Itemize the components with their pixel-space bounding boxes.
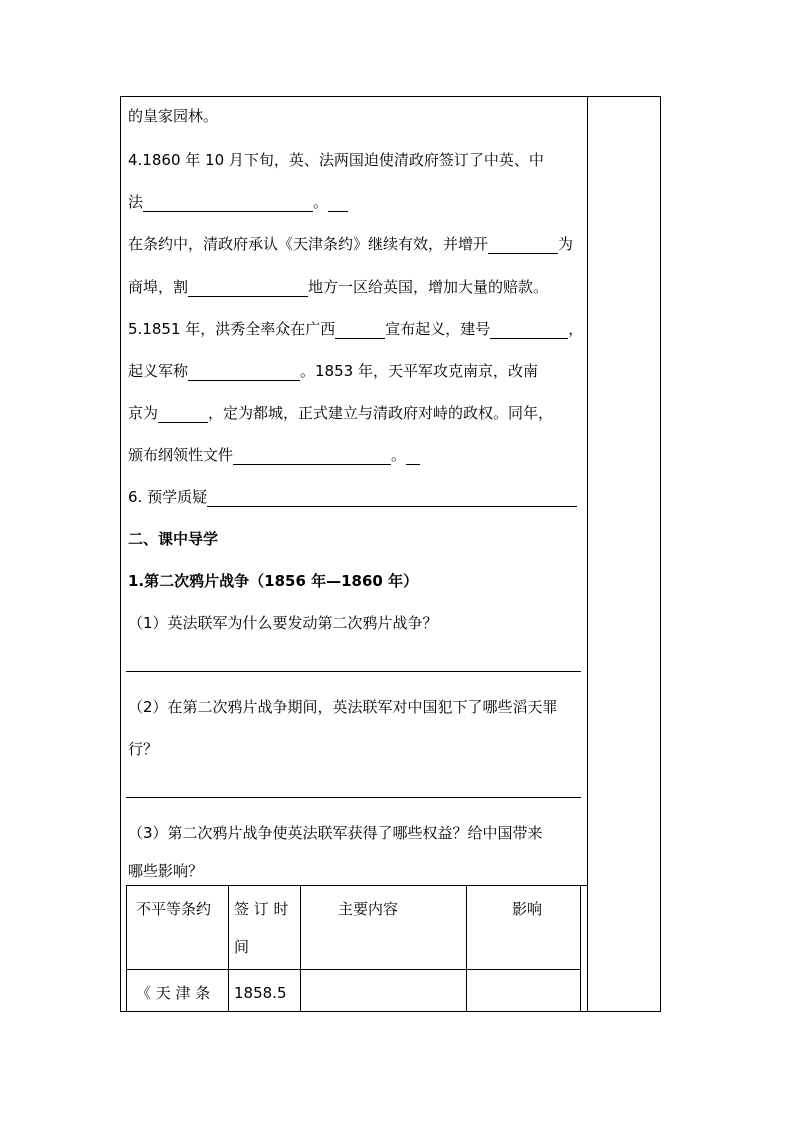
cell-treaty-name: 《 天 津 条 bbox=[136, 984, 211, 1002]
table-border bbox=[228, 885, 229, 1012]
question-3 bbox=[128, 823, 543, 843]
text: 法 bbox=[128, 193, 144, 211]
text-line-1 bbox=[128, 106, 218, 126]
text-line-6 bbox=[128, 319, 583, 339]
fill-blank[interactable] bbox=[207, 490, 577, 507]
header-date-cont: 间 bbox=[234, 938, 250, 956]
cell-impact-input[interactable] bbox=[468, 971, 578, 1009]
text: （1）英法联军为什么要发动第二次鸦片战争？ bbox=[128, 614, 438, 632]
question-2 bbox=[128, 697, 558, 717]
text: 。 bbox=[391, 446, 407, 464]
underline-tail bbox=[328, 195, 348, 212]
answer-line[interactable] bbox=[126, 671, 581, 672]
text: 的皇家园林。 bbox=[128, 107, 219, 125]
header-impact: 影响 bbox=[512, 900, 543, 918]
header-treaty: 不平等条约 bbox=[136, 900, 212, 918]
fill-blank[interactable] bbox=[188, 364, 300, 381]
fill-blank[interactable] bbox=[188, 280, 308, 297]
text: 宣布起义，建号 bbox=[385, 320, 491, 338]
fill-blank[interactable] bbox=[335, 322, 385, 339]
text: 地方一区给英国，增加大量的赔款。 bbox=[308, 278, 549, 296]
text: 6. 预学质疑 bbox=[128, 488, 208, 506]
text: （2）在第二次鸦片战争期间，英法联军对中国犯下了哪些滔天罪 bbox=[128, 698, 558, 716]
text-line-10 bbox=[128, 487, 577, 507]
table-border bbox=[580, 885, 581, 1012]
table-border bbox=[126, 969, 580, 970]
question-3-cont bbox=[128, 861, 203, 881]
section-heading bbox=[128, 529, 218, 549]
question-1 bbox=[128, 613, 438, 633]
table-border bbox=[466, 885, 467, 1012]
text-line-4 bbox=[128, 234, 573, 254]
text: 行？ bbox=[128, 740, 159, 758]
fill-blank[interactable] bbox=[490, 322, 568, 339]
table-border bbox=[126, 885, 587, 886]
text: ，定为都城，正式建立与清政府对峙的政权。同年， bbox=[208, 404, 554, 422]
fill-blank[interactable] bbox=[233, 448, 391, 465]
header-date: 签 订 时 bbox=[234, 900, 289, 918]
right-column-divider bbox=[587, 96, 588, 1012]
text: 在条约中，清政府承认《天津条约》继续有效，并增开 bbox=[128, 235, 489, 253]
text-line-9 bbox=[128, 445, 420, 465]
question-2-cont bbox=[128, 739, 158, 759]
subsection-heading bbox=[128, 571, 418, 591]
fill-blank[interactable] bbox=[488, 237, 558, 254]
header-content: 主要内容 bbox=[338, 900, 399, 918]
text: 。1853 年，天平军攻克南京，改南 bbox=[300, 362, 538, 380]
text-line-5 bbox=[128, 277, 548, 297]
table-border bbox=[126, 885, 127, 1012]
text: 京为 bbox=[128, 404, 159, 422]
text: ， bbox=[568, 320, 584, 338]
text: 。 bbox=[313, 193, 329, 211]
fill-blank[interactable] bbox=[158, 406, 208, 423]
cell-treaty-date: 1858.5 bbox=[234, 984, 287, 1002]
text: 5.1851 年，洪秀全率众在广西 bbox=[128, 320, 336, 338]
text-line-3 bbox=[128, 192, 348, 212]
heading-text: 二、课中导学 bbox=[128, 530, 219, 548]
text: 为 bbox=[558, 235, 574, 253]
text-line-7 bbox=[128, 361, 538, 381]
text: 颁布纲领性文件 bbox=[128, 446, 234, 464]
text: 起义军称 bbox=[128, 362, 189, 380]
table-border bbox=[300, 885, 301, 1012]
fill-blank[interactable] bbox=[143, 195, 313, 212]
answer-line[interactable] bbox=[126, 797, 581, 798]
text-line-8 bbox=[128, 403, 553, 423]
text: 商埠，割 bbox=[128, 278, 189, 296]
heading-text: 1.第二次鸦片战争（1856 年—1860 年） bbox=[128, 572, 419, 590]
text: （3）第二次鸦片战争使英法联军获得了哪些权益？给中国带来 bbox=[128, 824, 543, 842]
text: 哪些影响？ bbox=[128, 862, 204, 880]
text: 4.1860 年 10 月下旬，英、法两国迫使清政府签订了中英、中 bbox=[128, 151, 544, 169]
cell-content-input[interactable] bbox=[302, 971, 462, 1009]
text-line-2 bbox=[128, 150, 544, 170]
underline-tail bbox=[406, 448, 420, 465]
treaty-table bbox=[126, 885, 587, 1012]
